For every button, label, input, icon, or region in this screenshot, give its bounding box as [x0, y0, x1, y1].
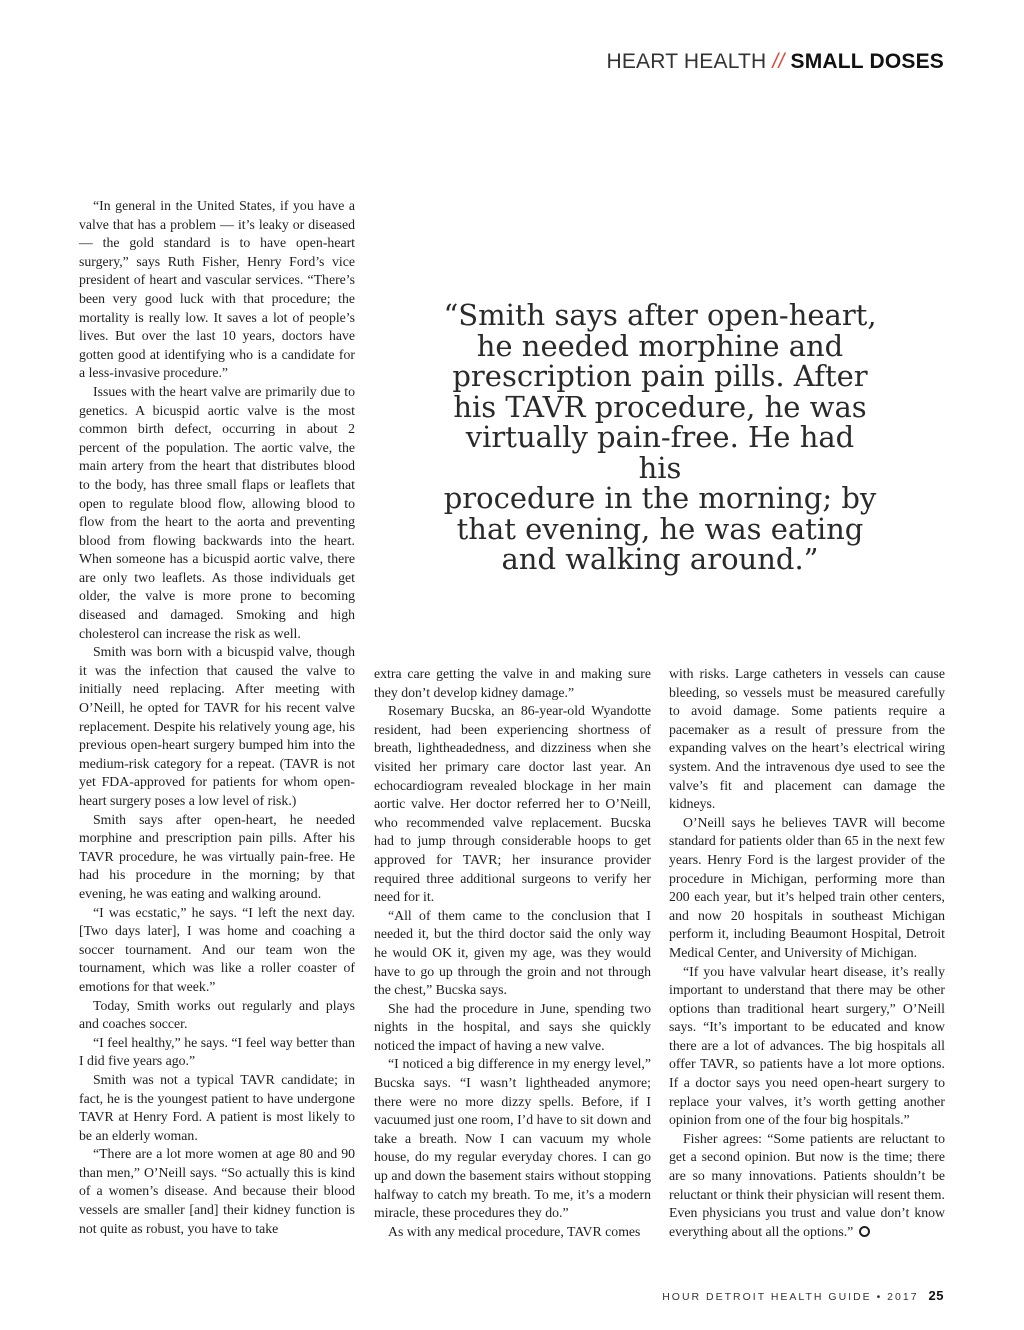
running-header — [606, 50, 944, 74]
paragraph: “I was ecstatic,” he says. “I left the next day. [Two days later], I was home and coaching a soccer tournament. And our team won the tournament, which was like a roller coaster of emotions for that week.” — [79, 904, 355, 994]
pull-quote: “Smith says after open-heart, he needed morphine and prescription pain pills. After his TAVR procedure, he was virtually pain-free. He had his procedure in the morning; by that evening, he was eating and walking around.” — [443, 298, 877, 576]
paragraph: Rosemary Bucska, an 86-year-old Wyandotte resident, had been experiencing shortness of breath, lightheadedness, and dizziness when she visited her primary care doctor last year. An echocardiogram revealed blockage in her main aortic valve. Her doctor referred her to O’Neill, who recommended valve replacement. Bucska had to jump through considerable hoops to get approved for TAVR; her insurance provider required three additional surgeons to verify her need for it. — [374, 703, 651, 905]
paragraph: with risks. Large catheters in vessels can cause bleeding, so vessels must be measured carefully to avoid damage. Some patients require a pacemaker as a result of pressure from the expanding valves on the heart’s electrical wiring system. And the intravenous dye used to see the valve’s fit and placement can damage the kidneys. — [669, 666, 945, 812]
paragraph: Smith was not a typical TAVR candidate; in fact, he is the youngest patient to have undergone TAVR at Henry Ford. A patient is most likely to be an elderly woman. — [79, 1071, 355, 1143]
header-section: HEART HEALTH — [606, 50, 767, 73]
paragraph: “There are a lot more women at age 80 and 90 than men,” O’Neill says. “So actually this is kind of a women’s disease. And because their blood vessels are smaller [and] their kidney function is not quite as robust, you have to take — [79, 1146, 355, 1236]
paragraph: She had the procedure in June, spending two nights in the hospital, and says she quickly noticed the impact of having a new valve. — [374, 1000, 651, 1053]
page-number: 25 — [928, 1288, 944, 1303]
paragraph: “I feel healthy,” he says. “I feel way better than I did five years ago.” — [79, 1034, 355, 1069]
paragraph: As with any medical procedure, TAVR comes — [388, 1223, 641, 1239]
article-column-2 — [374, 665, 651, 1241]
paragraph-text: Fisher agrees: “Some patients are reluctant to get a second opinion. But now is the time; there are so many innovations. Patients shouldn’t be reluctant or think their physician will resent them. Even physicians you trust and value don’t know everything about all the options.” — [669, 1130, 945, 1239]
paragraph: Issues with the heart valve are primarily due to genetics. A bicuspid aortic valve is the most common birth defect, occurring in about 2 percent of the population. The aortic valve, the main artery from the heart that distributes blood to the body, has three small flaps or leaflets that open to regulate blood flow, allowing blood to flow from the heart to the aorta and preventing blood from flowing backwards into the heart. When someone has a bicuspid aortic valve, there are only two leaflets. As those individuals get older, the valve is more prone to becoming diseased and damaged. Smoking and high cholesterol can increase the risk as well. — [79, 383, 355, 641]
paragraph: “In general in the United States, if you have a valve that has a problem — it’s leaky or diseased — the gold standard is to have open-heart surgery,” says Ruth Fisher, Henry Ford’s vice president of heart and vascular services. “There’s been very good luck with that procedure; the mortality is really low. It saves a lot of people’s lives. But over the last 10 years, doctors have gotten good at identifying who is a candidate for a less-invasive procedure.” — [79, 198, 355, 381]
article-column-3 — [669, 665, 945, 1241]
page-footer — [662, 1288, 944, 1303]
paragraph: extra care getting the valve in and making sure they don’t develop kidney damage.” — [374, 666, 651, 700]
paragraph: Smith says after open-heart, he needed morphine and prescription pain pills. After his TAVR procedure, he was virtually pain-free. He had his procedure in the morning; by that evening, he was eating and walking around. — [79, 811, 355, 901]
paragraph: “I noticed a big difference in my energy level,” Bucska says. “I wasn’t lightheaded anymore; there were no more dizzy spells. Before, if I vacuumed just one room, I’d have to sit down and take a breath. Now I can vacuum my whole house, do my regular everyday chores. I can go up and down the basement stairs without stopping halfway to catch my breath. To me, it’s a modern miracle, these procedures they do.” — [374, 1056, 651, 1221]
footer-publication: HOUR DETROIT HEALTH GUIDE • 2017 — [662, 1291, 919, 1303]
paragraph: “All of them came to the conclusion that I needed it, but the third doctor said the only way he would OK it, given my age, was they would have to go up through the groin and not through the chest,” Bucska says. — [374, 907, 651, 998]
paragraph: Today, Smith works out regularly and plays and coaches soccer. — [79, 997, 355, 1032]
paragraph: Smith was born with a bicuspid valve, though it was the infection that caused the valve to initially need replacing. After meeting with O’Neill, he opted for TAVR for his recent valve replacement. Despite his relatively young age, his previous open-heart surgery bumped him into the medium-risk category for a repeat. (TAVR is not yet FDA-approved for patients for whom open-heart surgery poses a low level of risk.) — [79, 644, 355, 808]
final-paragraph — [669, 1130, 945, 1242]
article-column-1 — [79, 197, 355, 1238]
end-of-story-icon — [859, 1226, 870, 1237]
header-separator: // — [772, 50, 785, 73]
paragraph: “If you have valvular heart disease, it’s really important to understand that there may be other options than traditional heart surgery,” O’Neill says. “It’s important to be educated and know there are a lot of advances. The big hospitals all offer TAVR, so patients have a lot more options. If a doctor says you need open-heart surgery to replace your valves, it’s worth getting another opinion from one of the four big hospitals.” — [669, 963, 945, 1128]
header-title: SMALL DOSES — [790, 50, 944, 73]
paragraph: O’Neill says he believes TAVR will become standard for patients older than 65 in the next few years. Henry Ford is the largest provider of the procedure in Michigan, performing more than 200 each year, but it’s helped train other centers, and now 20 hospitals in southeast Michigan perform it, including Beaumont Hospital, Detroit Medical Center, and University of Michigan. — [669, 814, 945, 960]
